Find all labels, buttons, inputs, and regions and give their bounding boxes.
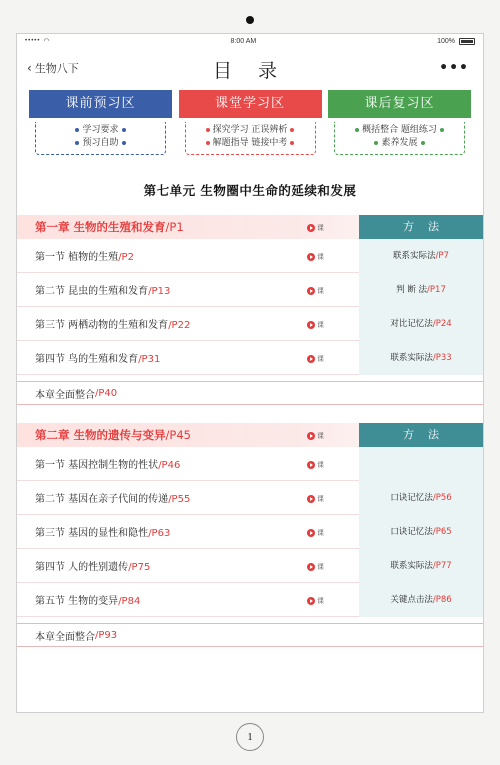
method-page: /P7: [435, 251, 449, 261]
zone-legend: [17, 90, 483, 155]
summary-page: /P40: [95, 387, 118, 399]
section-title: 第三节 基因的显性和隐性: [35, 528, 149, 539]
play-icon: [307, 495, 315, 503]
chapter-title: 第一章 生物的生殖和发育: [35, 220, 166, 234]
lesson-video-button[interactable]: 课: [307, 460, 324, 470]
play-icon: [307, 597, 315, 605]
method-name: 判 断 法: [396, 285, 428, 295]
chapter-header[interactable]: [17, 423, 483, 447]
zone-items: [334, 122, 465, 155]
play-icon: [307, 563, 315, 571]
play-icon: [307, 287, 315, 295]
zone-item: 概括整合 题组练习: [362, 125, 437, 135]
battery-icon: [459, 38, 475, 45]
method-cell[interactable]: [359, 341, 483, 375]
method-cell[interactable]: [359, 273, 483, 307]
section-row[interactable]: [17, 273, 483, 307]
section-title: 第三节 两栖动物的生殖和发育: [35, 320, 169, 331]
chevron-left-icon: ‹: [27, 61, 32, 75]
wifi-icon: ◠: [43, 38, 50, 45]
more-menu-button[interactable]: •••: [439, 60, 469, 76]
section-page: /P84: [118, 596, 141, 607]
lesson-video-button[interactable]: 课: [307, 596, 324, 606]
play-icon: [307, 253, 315, 261]
zone-review: [328, 90, 471, 155]
chapter-header[interactable]: [17, 215, 483, 239]
chapter-summary[interactable]: [17, 381, 483, 405]
lesson-video-button[interactable]: 课: [307, 223, 324, 233]
nav-bar: [17, 48, 483, 88]
play-icon: [307, 432, 315, 440]
section-row[interactable]: [17, 515, 483, 549]
play-icon: [307, 355, 315, 363]
section-row[interactable]: [17, 481, 483, 515]
section-title: 第四节 人的性别遗传: [35, 562, 129, 573]
method-cell: [359, 447, 483, 481]
method-name: 联系实际法: [390, 353, 433, 363]
lesson-video-button[interactable]: 课: [307, 528, 324, 538]
chapter-page: /P45: [165, 428, 191, 442]
page-number: 1: [236, 723, 264, 751]
method-cell[interactable]: [359, 583, 483, 617]
lesson-video-button[interactable]: 课: [307, 286, 324, 296]
method-header: 方法: [359, 423, 483, 447]
section-page: /P75: [128, 562, 151, 573]
section-page: /P2: [118, 252, 134, 263]
method-name: 联系实际法: [393, 251, 436, 261]
method-page: /P77: [432, 561, 452, 571]
zone-title: 课堂学习区: [179, 90, 322, 118]
zone-item: 素养发展: [381, 138, 418, 148]
section-page: /P46: [158, 460, 181, 471]
play-icon: [307, 224, 315, 232]
zone-items: [35, 122, 166, 155]
back-label: 生物八下: [34, 62, 79, 75]
method-cell[interactable]: [359, 515, 483, 549]
method-page: /P65: [432, 527, 452, 537]
tablet-screen: [16, 33, 484, 713]
play-icon: [307, 461, 315, 469]
section-page: /P55: [168, 494, 191, 505]
camera-dot: [246, 16, 254, 24]
section-row[interactable]: [17, 341, 483, 375]
chapter-2: [17, 423, 483, 647]
zone-item: 解题指导 链接中考: [212, 138, 288, 148]
section-title: 第二节 昆虫的生殖和发育: [35, 286, 149, 297]
method-name: 对比记忆法: [390, 319, 433, 329]
chapter-1: [17, 215, 483, 405]
section-title: 第一节 植物的生殖: [35, 252, 119, 263]
method-page: /P24: [432, 319, 452, 329]
page-title: 目 录: [212, 60, 288, 82]
method-name: 关键点击法: [390, 595, 433, 605]
status-time: 8:00 AM: [230, 37, 257, 45]
zone-title: 课前预习区: [29, 90, 172, 118]
section-row[interactable]: [17, 583, 483, 617]
method-name: 口诀记忆法: [390, 527, 433, 537]
section-title: 第四节 鸟的生殖和发育: [35, 354, 139, 365]
unit-title: 第七单元 生物圈中生命的延续和发展: [143, 183, 357, 198]
section-page: /P31: [138, 354, 161, 365]
method-name: 联系实际法: [390, 561, 433, 571]
summary-title: 本章全面整合: [35, 631, 95, 643]
zone-classroom: [179, 90, 322, 155]
method-header: 方法: [359, 215, 483, 239]
section-page: /P22: [168, 320, 191, 331]
zone-item: 预习自助: [82, 138, 119, 148]
method-cell[interactable]: [359, 481, 483, 515]
method-page: /P17: [427, 285, 446, 295]
section-row[interactable]: [17, 447, 483, 481]
chapter-title: 第二章 生物的遗传与变异: [35, 428, 166, 442]
zone-preview: [29, 90, 172, 155]
zone-item: 探究学习 正误辨析: [212, 125, 288, 135]
section-title: 第一节 基因控制生物的性状: [35, 460, 159, 471]
zone-title: 课后复习区: [328, 90, 471, 118]
method-cell[interactable]: [359, 307, 483, 341]
lesson-video-button[interactable]: 课: [307, 494, 324, 504]
section-row[interactable]: [17, 239, 483, 273]
chapter-page: /P1: [165, 220, 184, 234]
section-title: 第五节 生物的变异: [35, 596, 119, 607]
lesson-video-button[interactable]: 课: [307, 252, 324, 262]
lesson-video-button[interactable]: 课: [307, 431, 324, 441]
summary-page: /P93: [95, 629, 118, 641]
lesson-video-button[interactable]: 课: [307, 320, 324, 330]
method-name: 口诀记忆法: [390, 493, 433, 503]
zone-item: 学习要求: [82, 125, 119, 135]
summary-title: 本章全面整合: [35, 389, 95, 401]
method-page: /P86: [432, 595, 452, 605]
method-page: /P33: [432, 353, 452, 363]
method-page: /P56: [432, 493, 452, 503]
lesson-video-button[interactable]: 课: [307, 354, 324, 364]
play-icon: [307, 321, 315, 329]
method-cell[interactable]: [359, 239, 483, 273]
method-cell[interactable]: [359, 549, 483, 583]
section-row[interactable]: [17, 549, 483, 583]
section-row[interactable]: [17, 307, 483, 341]
section-page: /P13: [148, 286, 171, 297]
zone-items: [185, 122, 316, 155]
chapter-summary[interactable]: [17, 623, 483, 647]
lesson-video-button[interactable]: 课: [307, 562, 324, 572]
status-bar: [17, 34, 483, 48]
signal-icon: •••••: [25, 38, 41, 44]
section-page: /P63: [148, 528, 171, 539]
battery-percent: 100%: [437, 37, 455, 45]
play-icon: [307, 529, 315, 537]
section-title: 第二节 基因在亲子代间的传递: [35, 494, 169, 505]
